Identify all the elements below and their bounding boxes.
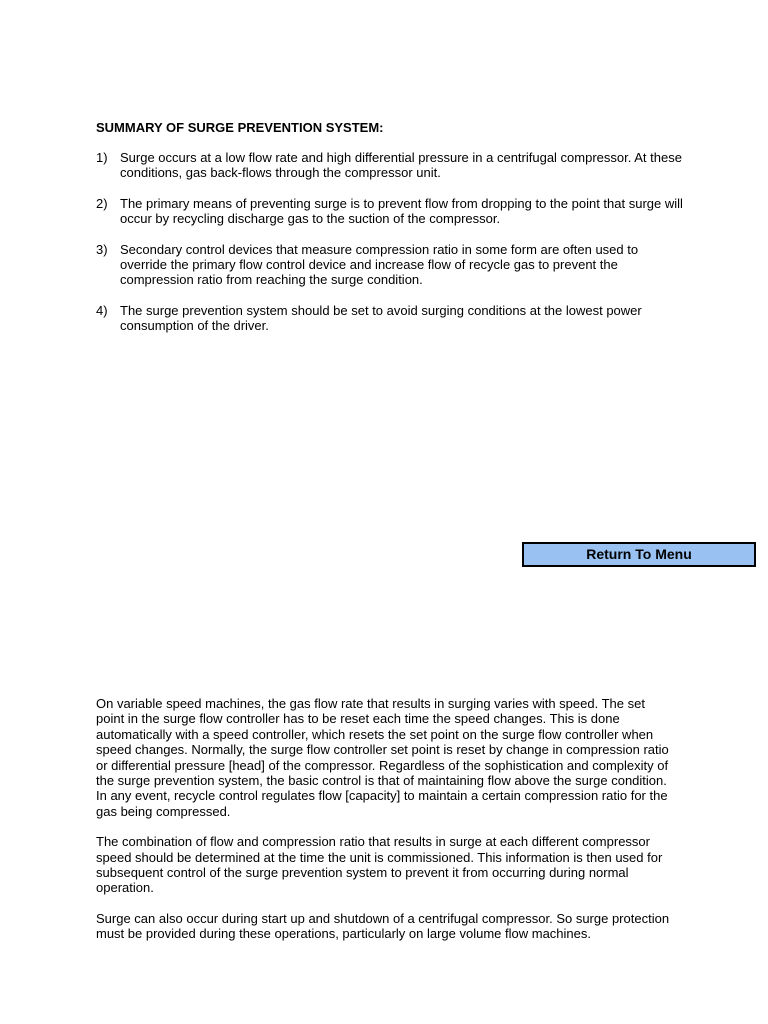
body-text	[96, 696, 676, 957]
list-item-text: Surge occurs at a low flow rate and high differential pressure in a centrifugal compressor. At these conditions, gas back-flows through the compressor unit.	[120, 150, 682, 181]
list-item	[96, 150, 686, 181]
body-paragraph: The combination of flow and compression ratio that results in surge at each different compressor speed should be determined at the time the unit is commissioned. This information is then used for subsequent control of the surge prevention system to prevent it from occurring during normal operation.	[96, 834, 663, 896]
list-item	[96, 196, 686, 227]
list-item-number: 2)	[96, 195, 108, 211]
summary-title: SUMMARY OF SURGE PREVENTION SYSTEM:	[96, 120, 384, 135]
list-item-number: 4)	[96, 302, 108, 318]
return-to-menu-button[interactable]: Return To Menu	[522, 542, 756, 567]
list-item-text: The surge prevention system should be set to avoid surging conditions at the lowest power consumption of the driver.	[120, 302, 642, 334]
list-item	[96, 242, 686, 288]
list-item-number: 1)	[96, 150, 108, 165]
body-paragraph: Surge can also occur during start up and shutdown of a centrifugal compressor. So surge protection must be provided during these operations, particularly on large volume flow machines.	[96, 910, 670, 942]
body-paragraph: On variable speed machines, the gas flow rate that results in surging varies with speed. The set point in the surge flow controller has to be reset each time the speed changes. This is done automatically with a speed controller, which resets the set point on the surge flow controller when speed changes. Normally, the surge flow controller set point is reset by change in compression ratio or differential pressure [head] of the compressor. Regardless of the sophistication and complexity of the surge prevention system, the basic control is that of maintaining flow above the surge condition. In any event, recycle control regulates flow [capacity] to maintain a certain compression ratio for the gas being compressed.	[96, 696, 669, 819]
list-item-text: Secondary control devices that measure compression ratio in some form are often used to override the primary flow control device and increase flow of recycle gas to prevent the compression ratio from reaching the surge condition.	[120, 241, 639, 288]
list-item-text: The primary means of preventing surge is to prevent flow from dropping to the point that surge will occur by recycling discharge gas to the suction of the compressor.	[120, 195, 683, 227]
list-item-number: 3)	[96, 241, 108, 257]
summary-list	[96, 150, 686, 349]
list-item	[96, 303, 686, 334]
